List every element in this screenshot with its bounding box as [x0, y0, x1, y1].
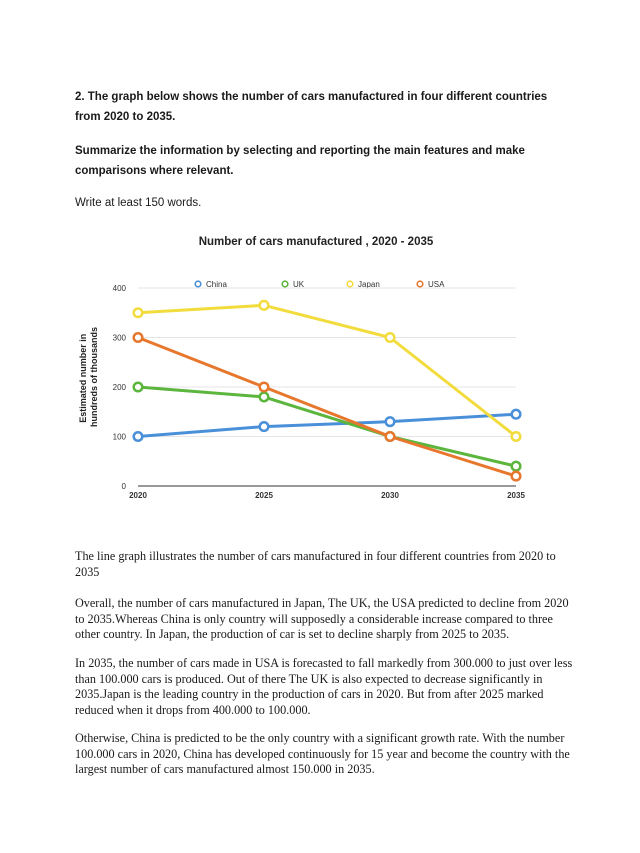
essay-paragraph-body-2: Otherwise, China is predicted to be the only country with a significant growth rate. With the number 100.000 cars in 2020, China has developed continuously for 15 year and become the country with the largest number of cars manufactured almost 150.000 in 2035.	[75, 731, 570, 776]
chart-title: Number of cars manufactured , 2020 - 2035	[198, 236, 434, 248]
legend-label: Japan	[358, 280, 380, 289]
data-point	[260, 393, 269, 402]
legend-marker	[347, 281, 353, 287]
question-task: Summarize the information by selecting and reporting the main features and make comparisons where relevant.	[75, 145, 525, 177]
y-tick-label: 200	[112, 383, 126, 392]
data-point	[260, 301, 269, 310]
data-point	[386, 333, 395, 342]
legend-label: China	[206, 280, 227, 289]
y-tick-label: 0	[121, 482, 126, 491]
line-chart	[60, 222, 540, 512]
data-point	[512, 432, 521, 441]
legend-label: USA	[428, 280, 445, 289]
series-japan	[134, 301, 521, 441]
essay-paragraph-overview: Overall, the number of cars manufactured in Japan, The UK, the USA predicted to decline from 2020 to 2035.Whereas China is only country will supposedly a considerable increase compared to three other country. In Japan, the production of car is set to decline sharply from 2025 to 2035.	[75, 596, 569, 641]
legend-marker	[195, 281, 201, 287]
series-line	[138, 387, 516, 466]
data-point	[512, 472, 521, 481]
y-tick-label: 400	[112, 284, 126, 293]
series-usa	[134, 333, 521, 480]
question-title: 2. The graph below shows the number of cars manufactured in four different countries from 2020 to 2035.	[75, 91, 548, 123]
series-line	[138, 338, 516, 477]
x-tick-label: 2020	[129, 491, 147, 500]
data-point	[512, 410, 521, 419]
y-axis-ticks	[113, 284, 127, 491]
y-axis-label-line-2: hundreds of thousands	[89, 327, 99, 427]
data-point	[386, 417, 395, 426]
data-point	[134, 383, 143, 392]
chart-gridlines	[138, 288, 516, 486]
data-point	[260, 383, 269, 392]
x-tick-label: 2030	[381, 491, 399, 500]
y-axis-label	[78, 327, 99, 427]
legend-marker	[282, 281, 288, 287]
y-tick-label: 100	[112, 432, 126, 442]
essay-paragraph-body-1: In 2035, the number of cars made in USA is forecasted to fall markedly from 300.000 to just over less than 100.000 cars is produced. Out of there The UK is also expected to decrease significantly in 2035.Japan is the leading country in the production of cars in 2020. But from after 2025 marked reduced when it drops from 400.000 to 100.000.	[75, 656, 573, 717]
data-point	[260, 422, 269, 431]
x-tick-label: 2035	[507, 491, 525, 500]
legend-marker	[417, 281, 423, 287]
data-point	[134, 432, 143, 441]
data-point	[386, 432, 395, 441]
x-tick-label: 2025	[255, 491, 273, 500]
legend-label: UK	[293, 280, 305, 289]
y-tick-label: 300	[112, 333, 126, 343]
essay-paragraph-introduction: The line graph illustrates the number of cars manufactured in four different countries from 2020 to 2035	[75, 549, 556, 579]
y-axis-label-line-1: Estimated number in	[78, 333, 88, 423]
word-limit-instruction: Write at least 150 words.	[75, 197, 202, 209]
x-axis-ticks	[129, 491, 525, 500]
data-point	[134, 308, 143, 317]
chart-series	[134, 301, 521, 480]
data-point	[512, 462, 521, 471]
data-point	[134, 333, 143, 342]
